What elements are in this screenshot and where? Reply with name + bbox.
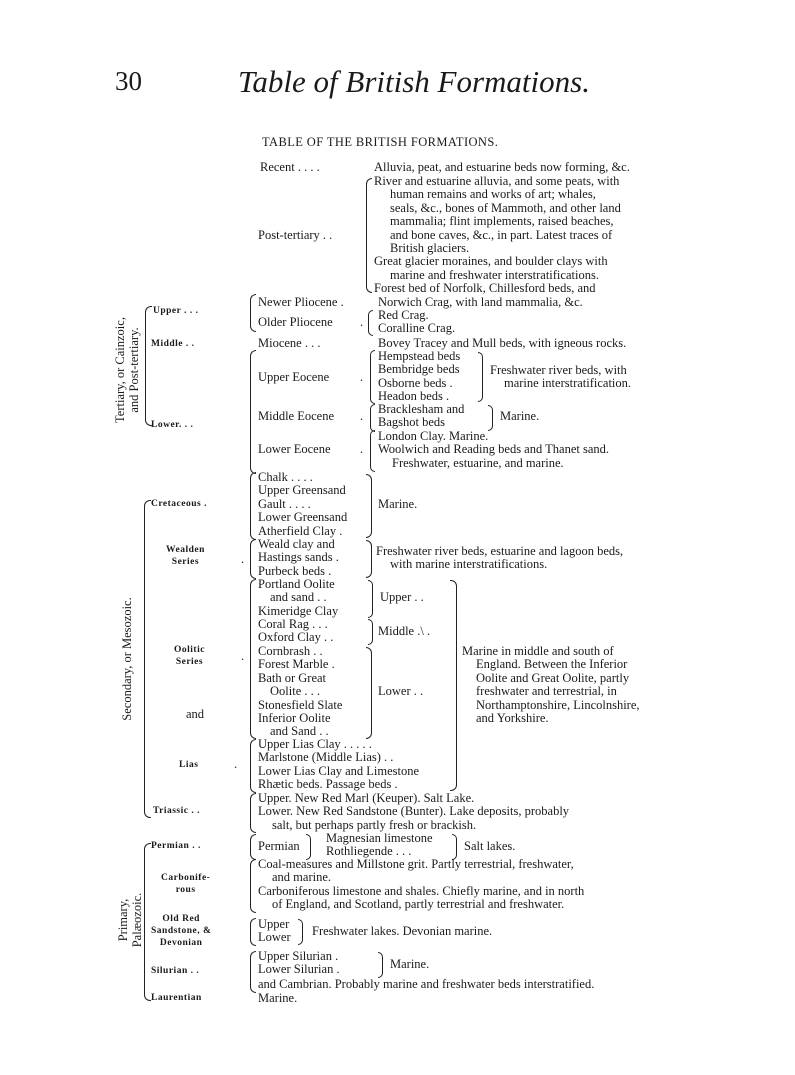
oolite-lower-bed1: Cornbrash . . — [258, 644, 323, 658]
brace-oolite-all — [450, 580, 457, 791]
wealden-beds — [258, 538, 339, 578]
division-secondary-label: Secondary, or Mesozoic. — [120, 597, 134, 721]
silurian-extra: and Cambrian. Probably marine and freshwater beds interstratified. — [258, 977, 595, 991]
oolite-desc-line6: and Yorkshire. — [476, 711, 549, 726]
brace-post-tertiary — [366, 178, 372, 293]
silurian-bed1: Upper Silurian . — [258, 949, 339, 963]
oolite-lower-bed4: Oolite . . . — [270, 684, 320, 699]
upper-eocene-dot: . — [360, 370, 364, 384]
carboniferous-line2: and marine. — [272, 870, 332, 885]
brace-oolite-lower — [366, 647, 372, 739]
brace-cretaceous-right — [366, 474, 372, 538]
running-head: Table of British Formations. — [238, 64, 590, 99]
brace-older-pliocene — [368, 310, 373, 336]
permian-name: Permian — [258, 839, 300, 853]
division-tertiary-line2: and Post-tertiary. — [127, 327, 141, 413]
row-recent-name: Recent . . . . — [260, 160, 320, 174]
oolite-middle-label: Middle .\ . — [378, 624, 431, 638]
brace-oolitic — [250, 579, 256, 739]
group-triassic: Triassic . . — [153, 806, 200, 816]
row-post-tertiary-name: Post-tertiary . . — [258, 228, 333, 242]
oolite-upper-bed1: Portland Oolite — [258, 577, 335, 591]
group-and: and — [186, 707, 205, 721]
brace-silurian — [250, 951, 256, 993]
carboniferous-desc — [258, 858, 584, 912]
group-cretaceous: Cretaceous . — [151, 499, 207, 509]
group-lias: Lias — [179, 760, 199, 770]
old-red-bed1: Upper — [258, 917, 290, 931]
brace-lias — [250, 739, 256, 793]
brace-old-red — [250, 918, 256, 946]
brace-upper-eocene-right — [478, 352, 483, 402]
permian-desc: Salt lakes. — [464, 839, 516, 853]
wealden-bed3: Purbeck beds . — [258, 563, 332, 578]
cretaceous-desc: Marine. — [378, 497, 418, 511]
oolite-desc-line2: England. Between the Inferior — [476, 657, 628, 672]
older-pliocene-line1: Red Crag. — [378, 308, 429, 322]
group-oolitic — [174, 645, 205, 667]
brace-secondary-groups — [144, 500, 151, 818]
lower-eocene-line2: Woolwich and Reading beds and Thanet sand. — [378, 442, 609, 457]
brace-middle-eocene — [370, 404, 375, 432]
carboniferous-line1: Coal-measures and Millstone grit. Partly terrestrial, freshwater, — [258, 857, 574, 871]
wealden-dot: . — [241, 552, 245, 566]
middle-eocene-dot: . — [360, 409, 364, 423]
group-upper: Upper . . . — [153, 306, 199, 316]
post-tertiary-line8: marine and freshwater interstratifications. — [390, 267, 599, 282]
cretaceous-bed5: Atherfield Clay . — [258, 523, 343, 538]
post-tertiary-line2: human remains and works of art; whales, — [390, 187, 596, 202]
upper-eocene-beds — [378, 350, 460, 404]
lias-bed4: Rhætic beds. Passage beds . — [258, 777, 398, 792]
post-tertiary-line5: and bone caves, &c., in part. Latest traces of — [390, 227, 613, 242]
brace-middle-eocene-right — [488, 405, 493, 431]
group-carboniferous-line2: rous — [175, 885, 196, 895]
carboniferous-line4: of England, and Scotland, partly terrestrial and freshwater. — [272, 897, 565, 912]
brace-tertiary-groups — [145, 306, 152, 426]
group-wealden — [166, 545, 205, 567]
brace-cretaceous — [250, 472, 256, 540]
brace-lower-eocene — [370, 430, 375, 472]
group-middle: Middle . . — [151, 339, 195, 349]
group-permian: Permian . . — [151, 841, 201, 851]
row-newer-pliocene-desc: Norwich Crag, with land mammalia, &c. — [378, 295, 583, 309]
lower-eocene-line3: Freshwater, estuarine, and marine. — [392, 455, 564, 470]
oolite-upper-bed3: Kimeridge Clay — [258, 603, 339, 618]
silurian-bed2: Lower Silurian . — [258, 962, 340, 977]
division-primary-line1: Primary, — [116, 898, 130, 942]
row-upper-eocene-name: Upper Eocene — [258, 370, 330, 384]
brace-oolite-upper — [368, 580, 373, 618]
oolitic-dot: . — [241, 649, 245, 663]
upper-eocene-bed4: Headon beds . — [378, 389, 450, 404]
lower-eocene-dot: . — [360, 442, 364, 456]
cretaceous-bed1: Chalk . . . . — [258, 470, 313, 484]
brace-oolite-middle — [368, 619, 373, 645]
group-lower: Lower. . . — [151, 420, 194, 430]
old-red-bed2: Lower — [258, 930, 291, 945]
oolite-lower-label: Lower . . — [378, 684, 424, 698]
middle-eocene-desc: Marine. — [500, 409, 540, 423]
brace-permian — [250, 834, 256, 860]
oolite-lower-bed2: Forest Marble . — [258, 657, 335, 672]
wealden-desc-line2: with marine interstratifications. — [390, 557, 548, 572]
upper-eocene-desc-line2: marine interstratification. — [504, 376, 632, 391]
oolite-lower-bed6: Inferior Oolite — [258, 711, 331, 726]
older-pliocene-line2: Coralline Crag. — [378, 321, 456, 336]
group-carboniferous — [161, 873, 210, 895]
oolite-lower-beds — [258, 645, 342, 739]
table-title: TABLE OF THE BRITISH FORMATIONS. — [262, 135, 499, 149]
lias-beds — [258, 738, 419, 792]
brace-old-red-right — [298, 919, 303, 945]
permian-beds — [326, 832, 433, 859]
middle-eocene-bed1: Bracklesham and — [378, 402, 465, 416]
brace-primary-groups — [144, 843, 151, 1001]
post-tertiary-line1: River and estuarine alluvia, and some peats, with — [374, 174, 620, 188]
division-primary-line2: Palæozoic. — [130, 892, 144, 948]
group-old-red — [151, 914, 211, 948]
permian-bed2: Rothliegende . . . — [326, 844, 412, 859]
upper-eocene-bed3: Osborne beds . — [378, 375, 453, 390]
silurian-desc: Marine. — [390, 957, 430, 971]
lias-bed2: Marlstone (Middle Lias) . . — [258, 750, 394, 765]
oolite-lower-bed3: Bath or Great — [258, 670, 327, 685]
post-tertiary-desc — [374, 175, 621, 296]
upper-eocene-bed2: Bembridge beds — [378, 362, 460, 377]
row-older-pliocene-name: Older Pliocene — [258, 315, 333, 329]
oolite-middle-bed1: Coral Rag . . . — [258, 617, 328, 631]
group-oolitic-line1: Oolitic — [174, 645, 205, 655]
division-tertiary-line1: Tertiary, or Cainzoic, — [113, 317, 127, 423]
lias-dot: . — [234, 757, 238, 771]
row-recent-desc: Alluvia, peat, and estuarine beds now forming, &c. — [374, 160, 630, 174]
post-tertiary-line3: seals, &c., bones of Mammoth, and other land — [390, 200, 621, 215]
brace-pliocene — [250, 294, 256, 332]
cretaceous-beds — [258, 471, 347, 538]
row-miocene-name: Miocene . . . — [258, 336, 321, 350]
cretaceous-bed3: Gault . . . . — [258, 496, 311, 511]
page-number: 30 — [115, 66, 142, 96]
group-carboniferous-line1: Carbonife- — [161, 873, 211, 883]
division-secondary — [120, 569, 136, 749]
lower-eocene-desc — [378, 430, 609, 470]
cretaceous-bed2: Upper Greensand — [258, 483, 346, 498]
post-tertiary-line6: British glaciers. — [390, 241, 470, 256]
silurian-beds — [258, 950, 340, 977]
lias-bed3: Lower Lias Clay and Limestone — [258, 763, 420, 778]
oolite-desc-line1: Marine in middle and south of — [462, 644, 614, 658]
upper-eocene-bed1: Hempstead beds — [378, 349, 461, 363]
middle-eocene-beds — [378, 403, 464, 430]
oolite-middle-beds — [258, 618, 333, 645]
middle-eocene-bed2: Bagshot beds — [378, 415, 446, 430]
lower-eocene-line1: London Clay. Marine. — [378, 429, 489, 443]
group-oolitic-line2: Series — [175, 657, 204, 667]
triassic-line2: Lower. New Red Sandstone (Bunter). Lake deposits, probably — [258, 804, 570, 819]
oolite-upper-beds — [258, 578, 338, 618]
oolite-desc — [462, 645, 640, 725]
group-old-red-line3: Devonian — [159, 938, 203, 948]
brace-upper-eocene-beds — [370, 350, 375, 404]
older-pliocene-dot: . — [360, 315, 364, 329]
row-middle-eocene-name: Middle Eocene — [258, 409, 335, 423]
row-miocene-desc: Bovey Tracey and Mull beds, with igneous rocks. — [378, 336, 627, 350]
brace-wealden — [250, 539, 256, 579]
wealden-bed1: Weald clay and — [258, 537, 335, 551]
upper-eocene-desc — [490, 364, 631, 391]
old-red-desc: Freshwater lakes. Devonian marine. — [312, 924, 493, 938]
old-red-beds — [258, 918, 291, 945]
row-lower-eocene-name: Lower Eocene — [258, 442, 331, 456]
oolite-desc-line5: Northamptonshire, Lincolnshire, — [476, 697, 640, 712]
wealden-bed2: Hastings sands . — [258, 550, 339, 565]
oolite-lower-bed7: and Sand . . — [270, 724, 329, 739]
group-wealden-line1: Wealden — [166, 545, 205, 555]
group-silurian: Silurian . . — [151, 966, 200, 976]
division-tertiary — [113, 295, 145, 445]
lias-bed1: Upper Lias Clay . . . . . — [258, 737, 372, 751]
oolite-upper-label: Upper . . — [380, 590, 424, 604]
permian-bed1: Magnesian limestone — [326, 831, 433, 845]
wealden-desc — [376, 545, 623, 572]
triassic-desc — [258, 792, 569, 832]
group-old-red-line1: Old Red — [162, 914, 200, 924]
group-old-red-line2: Sandstone, & — [151, 926, 212, 936]
brace-triassic — [250, 793, 256, 833]
brace-eocene — [250, 350, 256, 474]
oolite-lower-bed5: Stonesfield Slate — [258, 697, 343, 712]
brace-carboniferous — [250, 859, 256, 913]
oolite-desc-line4: freshwater and terrestrial, in — [476, 684, 617, 699]
older-pliocene-desc — [378, 309, 455, 336]
post-tertiary-line9: Forest bed of Norfolk, Chillesford beds, and — [374, 281, 596, 296]
oolite-middle-bed2: Oxford Clay . . — [258, 630, 334, 645]
group-wealden-line2: Series — [171, 557, 200, 567]
post-tertiary-line7: Great glacier moraines, and boulder clays with — [374, 254, 608, 269]
carboniferous-line3: Carboniferous limestone and shales. Chiefly marine, and in north — [258, 883, 585, 898]
brace-wealden-right — [366, 540, 372, 578]
post-tertiary-line4: mammalia; flint implements, raised beaches, — [390, 214, 614, 229]
group-laurentian: Laurentian — [151, 993, 202, 1003]
oolite-desc-line3: Oolite and Great Oolite, partly — [476, 670, 630, 685]
wealden-desc-line1: Freshwater river beds, estuarine and lagoon beds, — [376, 544, 624, 558]
oolite-upper-bed2: and sand . . — [270, 590, 327, 605]
laurentian-desc: Marine. — [258, 991, 298, 1005]
triassic-line3: salt, but perhaps partly fresh or brackish. — [272, 817, 477, 832]
row-newer-pliocene-name: Newer Pliocene . — [258, 295, 344, 309]
cretaceous-bed4: Lower Greensand — [258, 510, 348, 525]
upper-eocene-desc-line1: Freshwater river beds, with — [490, 363, 627, 377]
brace-silurian-right — [378, 952, 383, 978]
triassic-line1: Upper. New Red Marl (Keuper). Salt Lake. — [258, 791, 475, 805]
